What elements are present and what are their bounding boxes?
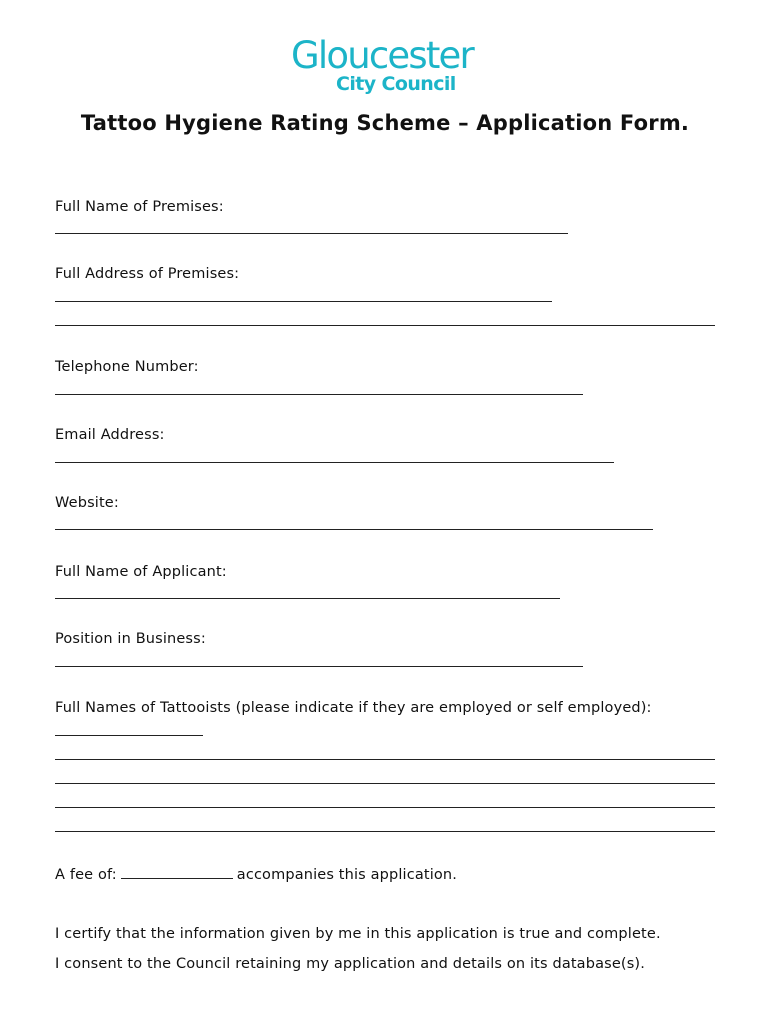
field-line-premises-name[interactable] <box>55 233 568 234</box>
field-line-website[interactable] <box>55 529 653 530</box>
council-logo <box>288 34 488 100</box>
fee-statement <box>55 864 457 884</box>
field-line-tattooists-1[interactable] <box>55 735 203 736</box>
fee-prefix: A fee of: <box>55 867 117 883</box>
label-position: Position in Business: <box>55 631 206 647</box>
label-website: Website: <box>55 495 119 511</box>
field-line-tattooists-4[interactable] <box>55 807 715 808</box>
field-line-email[interactable] <box>55 462 614 463</box>
field-line-premises-address-1[interactable] <box>55 301 552 302</box>
field-line-tattooists-5[interactable] <box>55 831 715 832</box>
label-premises-name: Full Name of Premises: <box>55 199 224 215</box>
label-premises-address: Full Address of Premises: <box>55 266 240 282</box>
field-line-position[interactable] <box>55 666 583 667</box>
page-title: Tattoo Hygiene Rating Scheme – Application Form. <box>80 111 690 135</box>
field-line-tattooists-3[interactable] <box>55 783 715 784</box>
logo-text-gloucester: Gloucester <box>291 34 473 77</box>
label-applicant-name: Full Name of Applicant: <box>55 564 227 580</box>
field-line-telephone[interactable] <box>55 394 583 395</box>
label-tattooists: Full Names of Tattooists (please indicate if they are employed or self employed): <box>55 700 652 716</box>
field-line-tattooists-2[interactable] <box>55 759 715 760</box>
declaration-certify: I certify that the information given by me in this application is true and complete. <box>55 926 661 942</box>
field-line-fee[interactable] <box>121 864 233 879</box>
label-telephone: Telephone Number: <box>55 359 199 375</box>
field-line-applicant-name[interactable] <box>55 598 560 599</box>
declaration-consent: I consent to the Council retaining my application and details on its database(s). <box>55 956 645 972</box>
logo-text-city-council: City Council <box>336 73 456 95</box>
field-line-premises-address-2[interactable] <box>55 325 715 326</box>
label-email: Email Address: <box>55 427 165 443</box>
fee-suffix: accompanies this application. <box>236 867 458 883</box>
